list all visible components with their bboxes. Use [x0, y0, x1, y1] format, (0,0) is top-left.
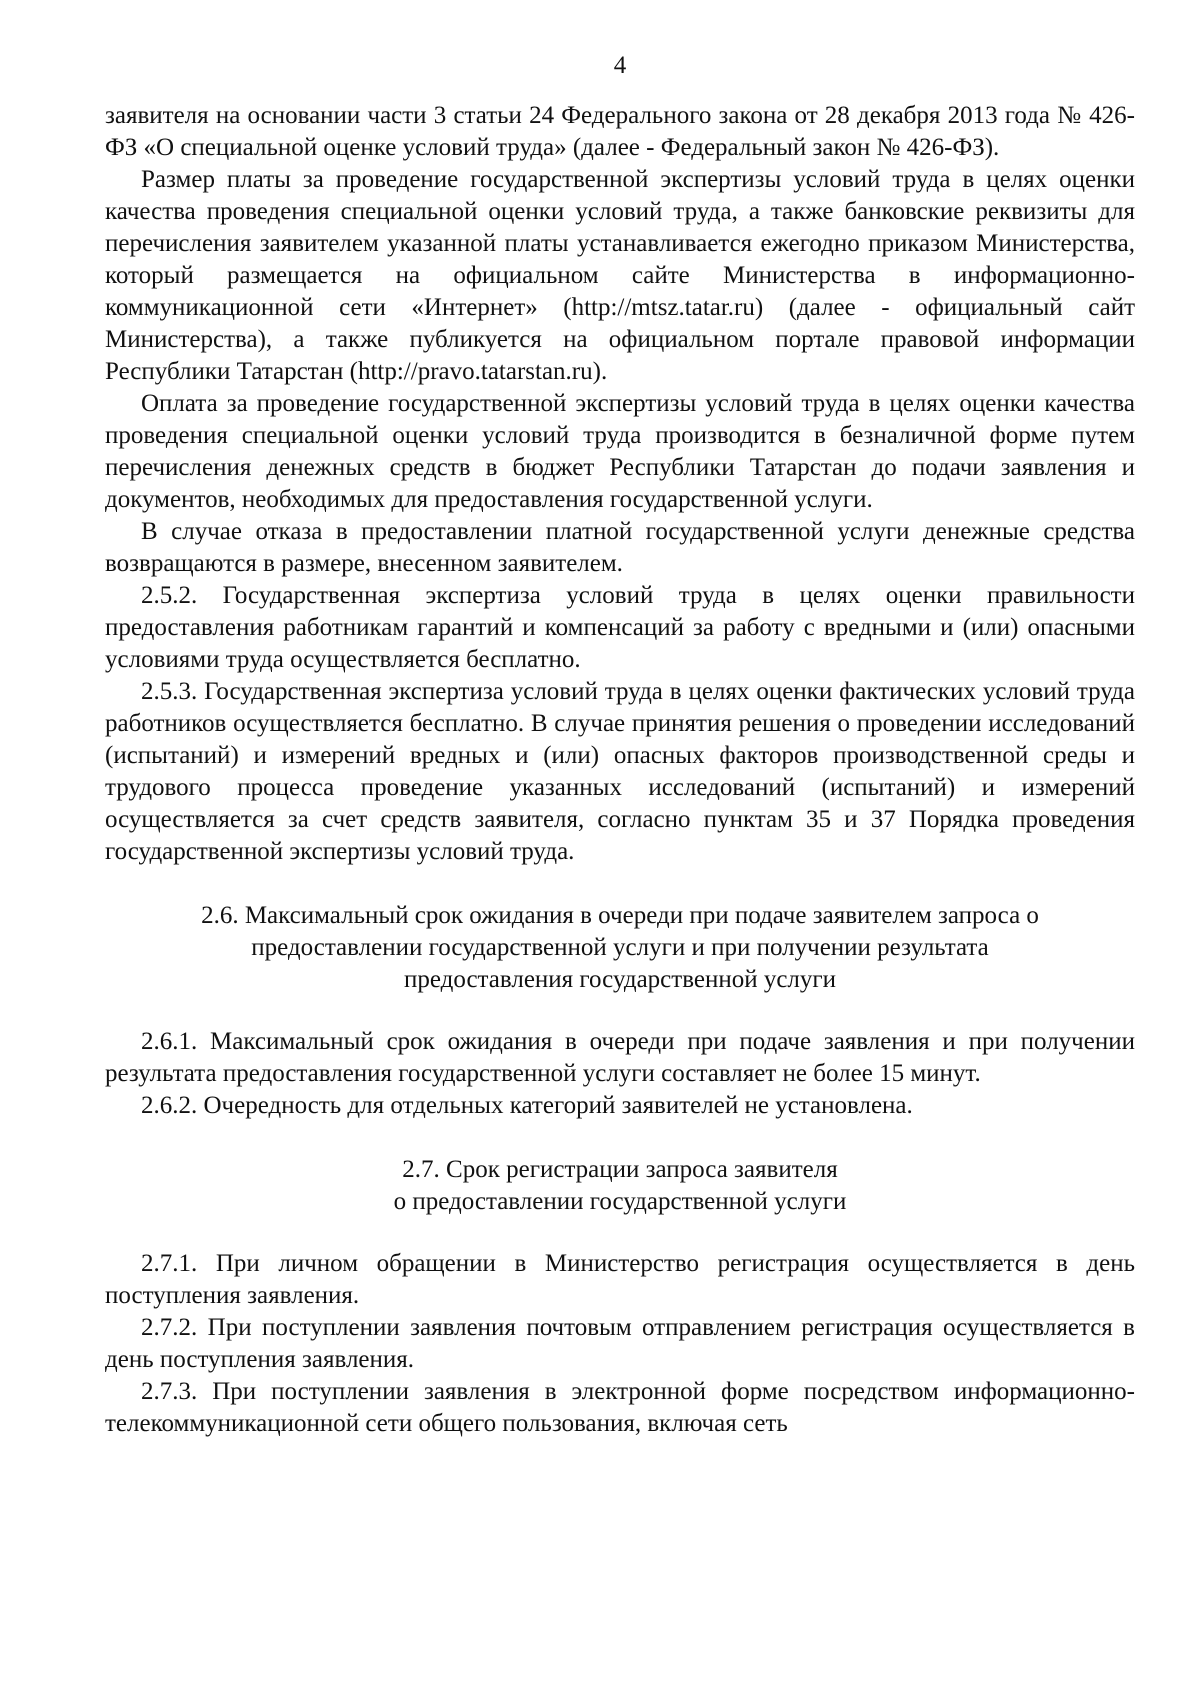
paragraph-2-6-2: 2.6.2. Очередность для отдельных категорий заявителей не установлена. — [141, 1092, 913, 1119]
document-page — [105, 50, 1135, 1440]
paragraph-2-7-1: 2.7.1. При личном обращении в Министерство регистрация осуществляется в день поступления заявления. — [105, 1250, 1135, 1309]
paragraph-2-5-3: 2.5.3. Государственная экспертиза условий труда в целях оценки фактических условий труда работников осуществляется бесплатно. В случае принятия решения о проведении исследований (испытаний) и измерений вредных и (или) опасных факторов производственной среды и трудового процесса проведение указанных исследований (испытаний) и измерений осуществляется за счет средств заявителя, согласно пунктам 35 и 37 Порядка проведения государственной экспертизы условий труда. — [105, 678, 1135, 865]
paragraph-2-6-1: 2.6.1. Максимальный срок ожидания в очереди при подаче заявления и при получении результата предоставления государственной услуги составляет не более 15 минут. — [105, 1028, 1135, 1087]
heading-line: 2.6. Максимальный срок ожидания в очереди при подаче заявителем запроса о — [201, 902, 1039, 929]
paragraph-2-7-3: 2.7.3. При поступлении заявления в электронной форме посредством информационно-телекоммуникационной сети общего пользования, включая сеть — [105, 1378, 1135, 1437]
paragraph-refund: В случае отказа в предоставлении платной государственной услуги денежные средства возвращаются в размере, внесенном заявителем. — [105, 518, 1135, 577]
heading-line: предоставления государственной услуги — [403, 966, 837, 993]
paragraph-payment: Оплата за проведение государственной экспертизы условий труда в целях оценки качества проведения специальной оценки условий труда производится в безналичной форме путем перечисления денежных средств в бюджет Республики Татарстан до подачи заявления и документов, необходимых для предоставления государственной услуги. — [105, 390, 1135, 513]
heading-line: предоставлении государственной услуги и при получении результата — [251, 934, 989, 961]
section-body-2-6 — [105, 1026, 1135, 1122]
heading-line: 2.7. Срок регистрации запроса заявителя — [402, 1156, 838, 1183]
section-body-2-7 — [105, 1248, 1135, 1440]
paragraph-2-7-2: 2.7.2. При поступлении заявления почтовым отправлением регистрация осуществляется в день поступления заявления. — [105, 1314, 1135, 1373]
section-heading-2-7 — [105, 1154, 1135, 1218]
paragraph-fee-amount: Размер платы за проведение государственной экспертизы условий труда в целях оценки качества проведения специальной оценки условий труда, а также банковские реквизиты для перечисления заявителем указанной платы устанавливается ежегодно приказом Министерства, который размещается на официальном сайте Министерства в информационно-коммуникационной сети «Интернет» (http://mtsz.tatar.ru) (далее - официальный сайт Министерства), а также публикуется на официальном портале правовой информации Республики Татарстан (http://pravo.tatarstan.ru). — [105, 166, 1135, 385]
section-heading-2-6 — [105, 900, 1135, 996]
heading-line: о предоставлении государственной услуги — [393, 1188, 847, 1215]
page-number: 4 — [613, 52, 627, 79]
paragraph-continuation: заявителя на основании части 3 статьи 24 Федерального закона от 28 декабря 2013 года № 426-ФЗ «О специальной оценке условий труда» (далее - Федеральный закон № 426-ФЗ). — [105, 102, 1135, 161]
paragraph-2-5-2: 2.5.2. Государственная экспертиза условий труда в целях оценки правильности предоставления работникам гарантий и компенсаций за работу с вредными и (или) опасными условиями труда осуществляется бесплатно. — [105, 582, 1135, 673]
